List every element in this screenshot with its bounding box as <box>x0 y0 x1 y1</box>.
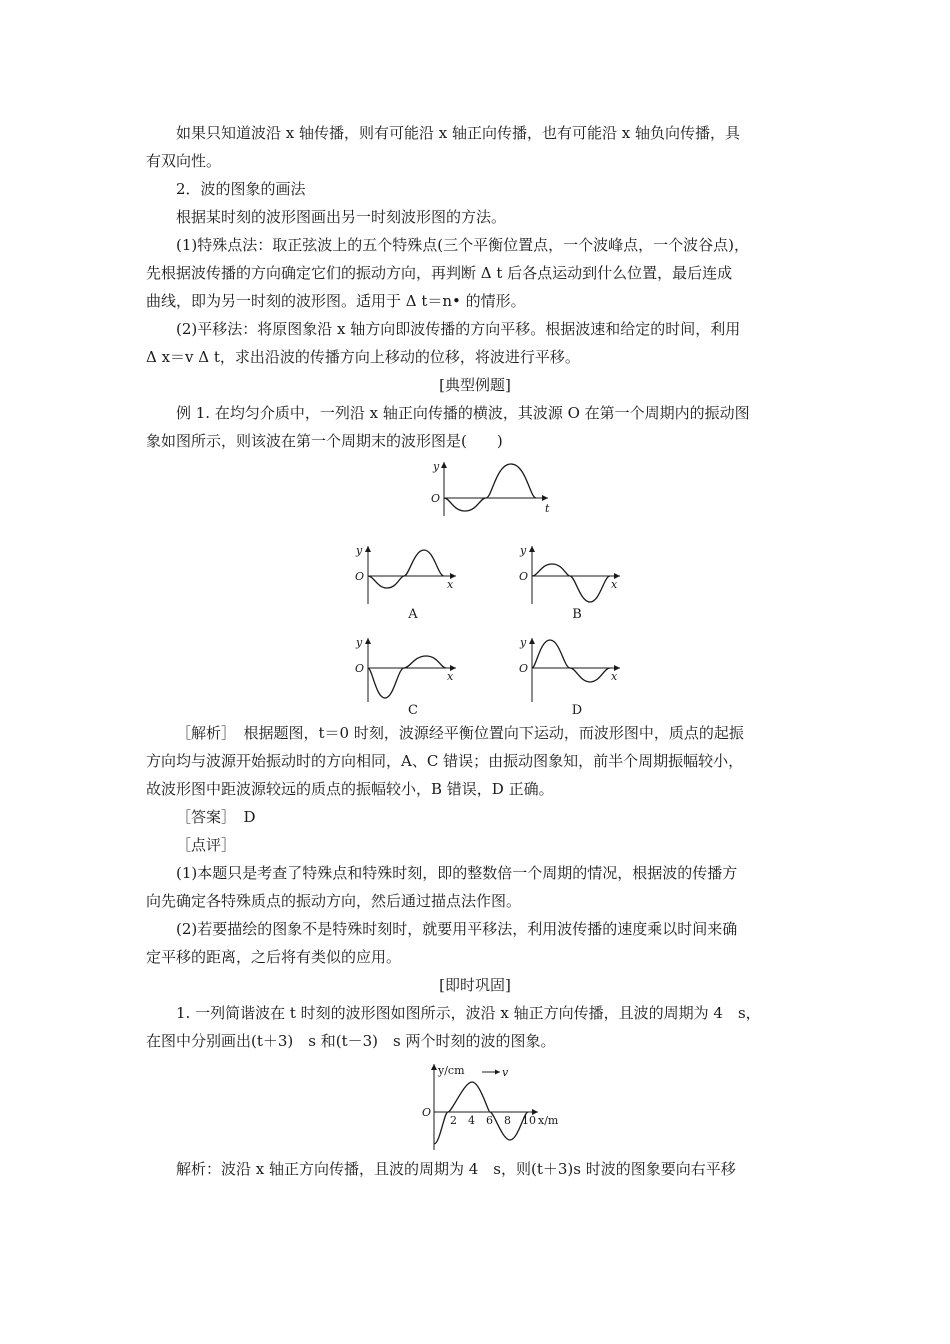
option-b-graph <box>516 542 626 606</box>
tick-label: 10 <box>522 1114 536 1127</box>
paragraph-line: 如果只知道波沿 x 轴传播，则有可能沿 x 轴正向传播，也有可能沿 x 轴负向传播，具 <box>176 124 740 142</box>
svg-text:x: x <box>447 578 454 591</box>
practice-wave-graph <box>418 1060 568 1152</box>
option-d-label: D <box>571 703 583 718</box>
tick-label: 2 <box>450 1114 457 1127</box>
comment-line: 向先确定各特殊质点的振动方向，然后通过描点法作图。 <box>146 892 522 910</box>
y-axis-arrow-icon <box>441 462 447 468</box>
y-axis-arrow-icon <box>529 638 535 644</box>
paragraph-line: 先根据波传播的方向确定它们的振动方向，再判断 Δ t 后各点运动到什么位置，最后连成 <box>146 264 733 282</box>
section-title-typical: [典型例题] <box>439 376 511 394</box>
paragraph-line: 根据某时刻的波形图画出另一时刻波形图的方法。 <box>176 208 507 226</box>
example-question-line: 象如图所示，则该波在第一个周期末的波形图是( ) <box>146 432 503 450</box>
option-b-label: B <box>572 607 582 622</box>
svg-text:y: y <box>520 636 527 649</box>
practice-question-line: 1. 一列简谐波在 t 时刻的波形图如图所示，波沿 x 轴正方向传播，且波的周期为 4 s， <box>176 1004 761 1022</box>
wave-curve <box>434 1082 528 1144</box>
y-label: y <box>433 460 440 473</box>
option-a-graph <box>352 542 462 606</box>
svg-text:x: x <box>611 670 618 683</box>
comment-line: 定平移的距离，之后将有类似的应用。 <box>146 948 402 966</box>
practice-question-line: 在图中分别画出(t＋3) s 和(t－3) s 两个时刻的波的图象。 <box>146 1032 556 1050</box>
svg-text:O: O <box>519 662 529 675</box>
wave-curve <box>532 564 610 602</box>
practice-solution-line: 解析：波沿 x 轴正方向传播，且波的周期为 4 s，则(t＋3)s 时波的图象要向右平移 <box>176 1160 736 1178</box>
paragraph-line: Δ x＝v Δ t，求出沿波的传播方向上移动的位移，将波进行平移。 <box>146 348 580 366</box>
y-axis-arrow-icon <box>365 638 371 644</box>
x-label: x/m <box>538 1114 559 1127</box>
svg-text:y: y <box>520 544 527 557</box>
tick-label: 6 <box>486 1114 493 1127</box>
option-c-graph <box>352 634 462 704</box>
svg-text:O: O <box>519 570 529 583</box>
answer-line: ［答案］ D <box>176 808 256 826</box>
analysis-line: 方向均与波源开始振动时的方向相同，A、C 错误；由振动图象知，前半个周期振幅较小， <box>146 752 744 770</box>
comment-line: (1)本题只是考查了特殊点和特殊时刻，即的整数倍一个周期的情况，根据波的传播方 <box>176 864 738 882</box>
y-axis-arrow-icon <box>529 546 535 552</box>
svg-text:O: O <box>355 570 365 583</box>
wave-curve <box>368 656 446 698</box>
vibration-curve <box>444 464 536 511</box>
paragraph-line: (2)平移法：将原图象沿 x 轴方向即波传播的方向平移。根据波速和给定的时间，利用 <box>176 320 741 338</box>
svg-text:x: x <box>611 578 618 591</box>
comment-title: ［点评］ <box>176 836 237 854</box>
velocity-arrow-icon <box>495 1070 500 1075</box>
paragraph-line: (1)特殊点法：取正弦波上的五个特殊点(三个平衡位置点，一个波峰点，一个波谷点)， <box>176 236 749 254</box>
comment-line: (2)若要描绘的图象不是特殊时刻时，就要用平移法，利用波传播的速度乘以时间来确 <box>176 920 738 938</box>
t-axis-arrow-icon <box>542 495 548 501</box>
origin-label: O <box>431 492 441 505</box>
tick-label: 4 <box>468 1114 475 1127</box>
y-label: y/cm <box>438 1064 465 1077</box>
v-label: v <box>502 1066 509 1079</box>
y-axis-arrow-icon <box>365 546 371 552</box>
tick-label: 8 <box>504 1114 511 1127</box>
svg-text:x: x <box>447 670 454 683</box>
svg-text:O: O <box>355 662 365 675</box>
svg-text:y: y <box>356 544 363 557</box>
option-c-label: C <box>408 703 418 718</box>
analysis-line: ［解析］ 根据题图，t＝0 时刻，波源经平衡位置向下运动，而波形图中，质点的起振 <box>176 724 744 742</box>
example-question-line: 例 1. 在均匀介质中，一列沿 x 轴正向传播的横波，其波源 O 在第一个周期内的振动图 <box>176 404 750 422</box>
t-label: t <box>545 502 550 515</box>
paragraph-line: 曲线，即为另一时刻的波形图。适用于 Δ t＝n• 的情形。 <box>146 292 526 310</box>
analysis-line: 故波形图中距波源较远的质点的振幅较小，B 错误，D 正确。 <box>146 780 554 798</box>
option-a-label: A <box>408 607 418 622</box>
section-heading: 2．波的图象的画法 <box>176 180 306 198</box>
origin-label: O <box>422 1106 432 1119</box>
section-title-practice: [即时巩固] <box>439 976 511 994</box>
y-axis-arrow-icon <box>431 1064 437 1070</box>
wave-curve <box>368 550 444 588</box>
svg-text:y: y <box>356 636 363 649</box>
vibration-graph <box>420 458 560 520</box>
paragraph-line: 有双向性。 <box>146 152 222 170</box>
wave-curve <box>532 640 610 682</box>
option-d-graph <box>516 634 626 704</box>
